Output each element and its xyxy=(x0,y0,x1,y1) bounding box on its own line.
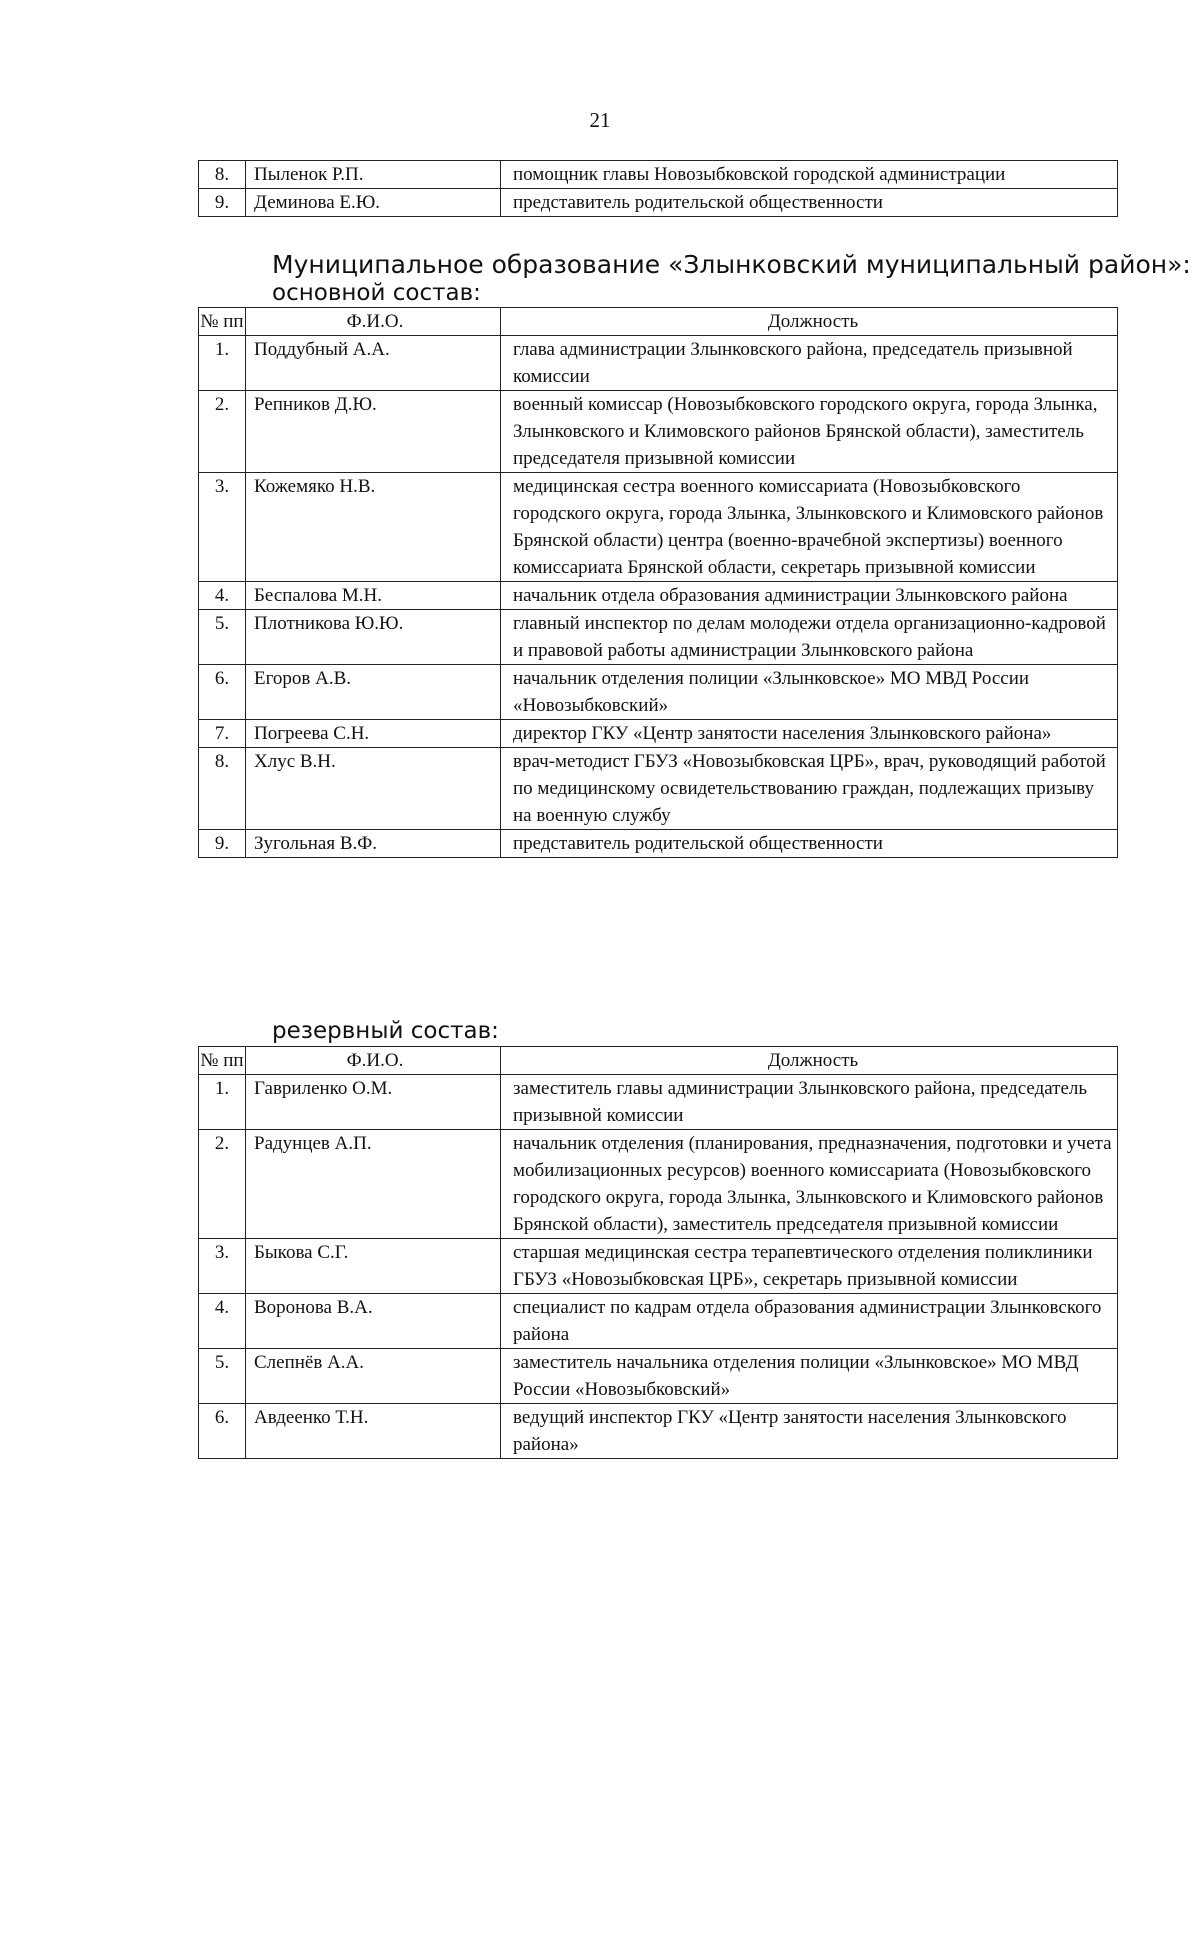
row-number: 1. xyxy=(199,1075,246,1130)
row-number: 1. xyxy=(199,336,246,391)
row-position: помощник главы Новозыбковской городской администрации xyxy=(501,161,1118,189)
header-position: Должность xyxy=(501,1047,1118,1075)
row-number: 5. xyxy=(199,1349,246,1404)
table-row xyxy=(199,1404,1118,1459)
page-number: 21 xyxy=(589,108,611,132)
row-name: Хлус В.Н. xyxy=(246,748,501,830)
row-name: Деминова Е.Ю. xyxy=(246,189,501,217)
row-name: Кожемяко Н.В. xyxy=(246,473,501,582)
row-position: военный комиссар (Новозыбковского городского округа, города Злынка, Злынковского и Климовского районов Брянской области), заместитель председателя призывной комиссии xyxy=(501,391,1118,473)
row-position: глава администрации Злынковского района, председатель призывной комиссии xyxy=(501,336,1118,391)
table-row xyxy=(199,391,1118,473)
table-row xyxy=(199,830,1118,858)
row-name: Гавриленко О.М. xyxy=(246,1075,501,1130)
row-number: 6. xyxy=(199,665,246,720)
main-composition-table xyxy=(198,307,1118,858)
header-number: № пп xyxy=(199,1047,246,1075)
table-row xyxy=(199,161,1118,189)
row-position: медицинская сестра военного комиссариата (Новозыбковского городского округа, города Злынка, Злынковского и Климовского районов Брянской области) центра (военно-врачебной экспертизы) военного комиссариата Брянской области, секретарь призывной комиссии xyxy=(501,473,1118,582)
table-row xyxy=(199,1130,1118,1239)
row-position: старшая медицинская сестра терапевтического отделения поликлиники ГБУЗ «Новозыбковская ЦРБ», секретарь призывной комиссии xyxy=(501,1239,1118,1294)
row-number: 7. xyxy=(199,720,246,748)
row-position: начальник отдела образования администрации Злынковского района xyxy=(501,582,1118,610)
row-position: заместитель начальника отделения полиции «Злынковское» МО МВД России «Новозыбковский» xyxy=(501,1349,1118,1404)
row-name: Зугольная В.Ф. xyxy=(246,830,501,858)
row-name: Пыленок Р.П. xyxy=(246,161,501,189)
row-number: 9. xyxy=(199,189,246,217)
row-name: Радунцев А.П. xyxy=(246,1130,501,1239)
row-position: представитель родительской общественности xyxy=(501,189,1118,217)
row-name: Авдеенко Т.Н. xyxy=(246,1404,501,1459)
row-name: Поддубный А.А. xyxy=(246,336,501,391)
reserve-composition-table xyxy=(198,1046,1118,1459)
main-composition-label: основной состав: xyxy=(272,280,481,306)
row-position: главный инспектор по делам молодежи отдела организационно-кадровой и правовой работы администрации Злынковского района xyxy=(501,610,1118,665)
table-row xyxy=(199,1239,1118,1294)
table-row xyxy=(199,582,1118,610)
row-position: врач-методист ГБУЗ «Новозыбковская ЦРБ», врач, руководящий работой по медицинскому освидетельствованию граждан, подлежащих призыву на военную службу xyxy=(501,748,1118,830)
row-position: начальник отделения (планирования, предназначения, подготовки и учета мобилизационных ресурсов) военного комиссариата (Новозыбковского городского округа, города Злынка, Злынковского и Климовского районов Брянской области), заместитель председателя призывной комиссии xyxy=(501,1130,1118,1239)
table-row xyxy=(199,473,1118,582)
continuation-table xyxy=(198,160,1118,217)
row-number: 8. xyxy=(199,161,246,189)
row-number: 5. xyxy=(199,610,246,665)
table-header-row xyxy=(199,308,1118,336)
header-position: Должность xyxy=(501,308,1118,336)
row-number: 2. xyxy=(199,1130,246,1239)
row-position: представитель родительской общественности xyxy=(501,830,1118,858)
row-position: ведущий инспектор ГКУ «Центр занятости населения Злынковского района» xyxy=(501,1404,1118,1459)
row-number: 6. xyxy=(199,1404,246,1459)
row-name: Егоров А.В. xyxy=(246,665,501,720)
row-name: Воронова В.А. xyxy=(246,1294,501,1349)
row-number: 3. xyxy=(199,473,246,582)
table-header-row xyxy=(199,1047,1118,1075)
row-name: Слепнёв А.А. xyxy=(246,1349,501,1404)
table-row xyxy=(199,1075,1118,1130)
table-row xyxy=(199,748,1118,830)
header-number: № пп xyxy=(199,308,246,336)
row-name: Беспалова М.Н. xyxy=(246,582,501,610)
row-number: 8. xyxy=(199,748,246,830)
row-position: начальник отделения полиции «Злынковское» МО МВД России «Новозыбковский» xyxy=(501,665,1118,720)
row-number: 3. xyxy=(199,1239,246,1294)
table-row xyxy=(199,336,1118,391)
table-row xyxy=(199,665,1118,720)
row-number: 2. xyxy=(199,391,246,473)
row-number: 4. xyxy=(199,582,246,610)
table-row xyxy=(199,1349,1118,1404)
row-number: 9. xyxy=(199,830,246,858)
row-name: Погреева С.Н. xyxy=(246,720,501,748)
row-number: 4. xyxy=(199,1294,246,1349)
table-row xyxy=(199,1294,1118,1349)
row-name: Репников Д.Ю. xyxy=(246,391,501,473)
row-name: Быкова С.Г. xyxy=(246,1239,501,1294)
row-position: заместитель главы администрации Злынковского района, председатель призывной комиссии xyxy=(501,1075,1118,1130)
row-position: специалист по кадрам отдела образования администрации Злынковского района xyxy=(501,1294,1118,1349)
reserve-composition-label: резервный состав: xyxy=(272,1018,499,1044)
header-name: Ф.И.О. xyxy=(246,1047,501,1075)
table-row xyxy=(199,610,1118,665)
table-row xyxy=(199,189,1118,217)
header-name: Ф.И.О. xyxy=(246,308,501,336)
section-heading: Муниципальное образование «Злынковский муниципальный район»: xyxy=(272,250,1191,279)
table-row xyxy=(199,720,1118,748)
row-name: Плотникова Ю.Ю. xyxy=(246,610,501,665)
row-position: директор ГКУ «Центр занятости населения Злынковского района» xyxy=(501,720,1118,748)
